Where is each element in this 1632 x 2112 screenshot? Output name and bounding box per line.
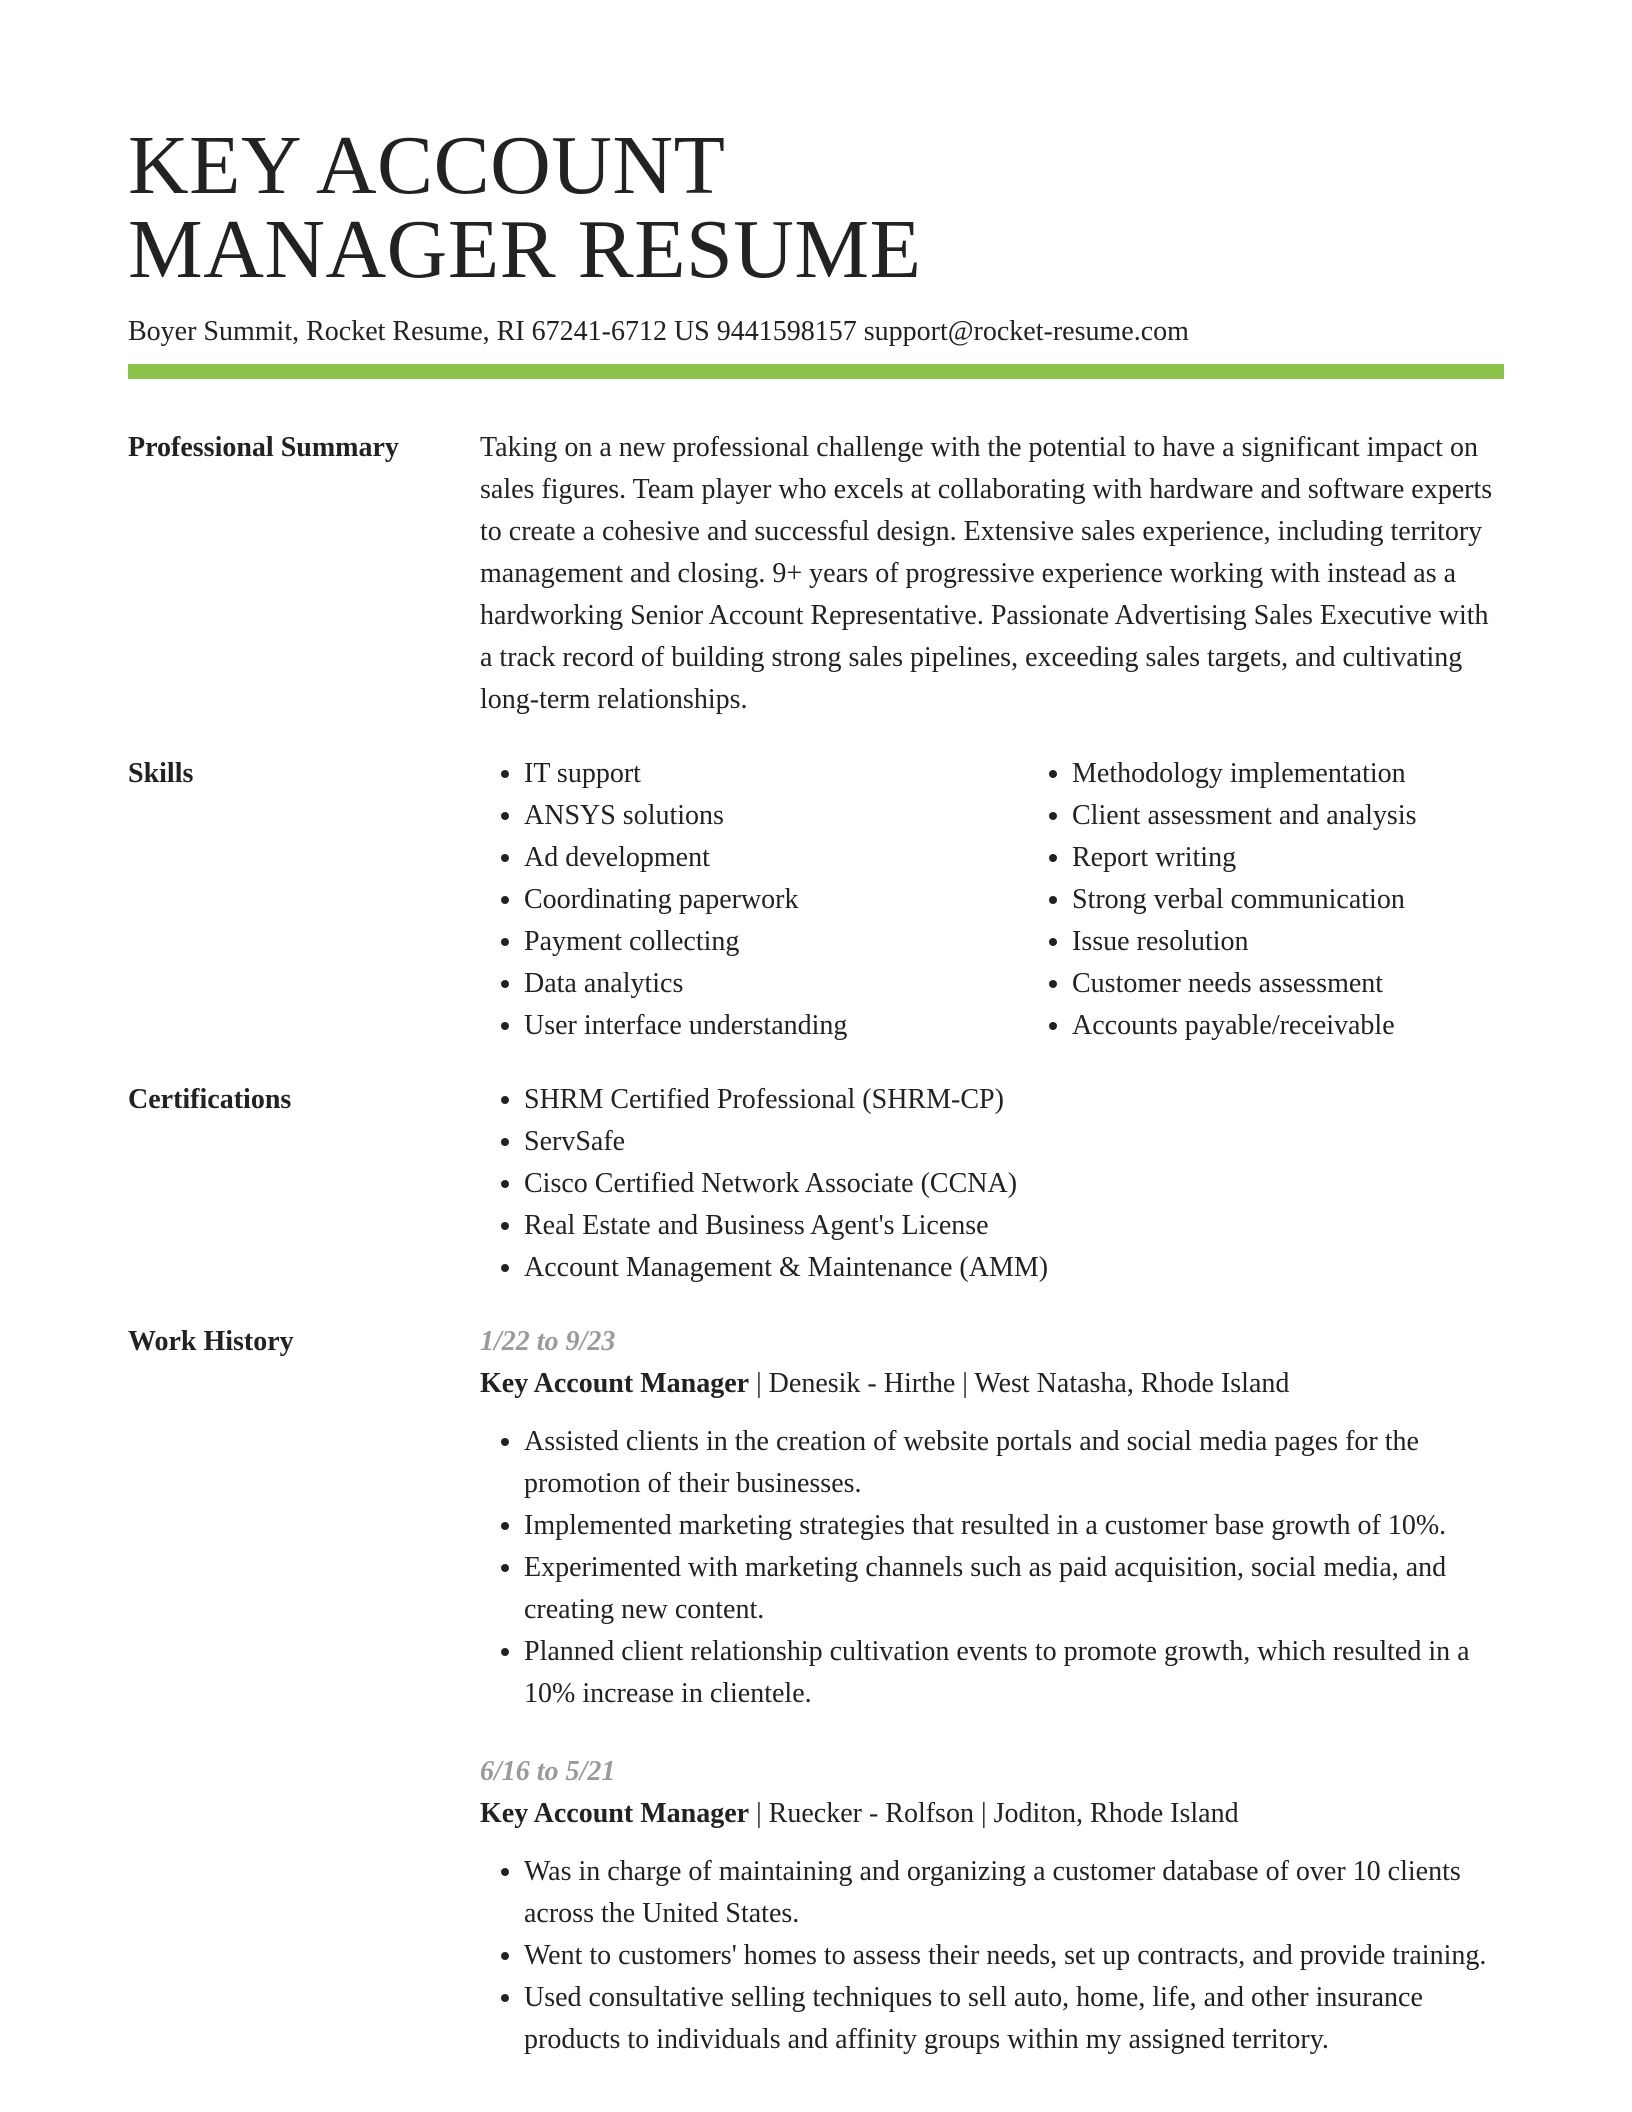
title-line-1: KEY ACCOUNT <box>128 119 726 212</box>
skill-item: • Methodology implementation <box>1072 753 1504 795</box>
job-dates: 1/22 to 9/23 <box>480 1326 616 1357</box>
separator <box>749 1368 769 1399</box>
job-company: Ruecker - Rolfson <box>768 1798 974 1829</box>
skill-item: • Accounts payable/receivable <box>1072 1005 1504 1047</box>
certifications-list <box>480 1079 1504 1289</box>
skill-item: • Issue resolution <box>1072 921 1504 963</box>
skill-item: • ANSYS solutions <box>524 795 1028 837</box>
job-location: West Natasha, Rhode Island <box>974 1368 1290 1399</box>
certification-item: • ServSafe <box>524 1121 1504 1163</box>
job-heading <box>480 1363 1504 1405</box>
certification-item: • Cisco Certified Network Associate (CCNA) <box>524 1163 1504 1205</box>
skill-item: • Client assessment and analysis <box>1072 795 1504 837</box>
skill-item: • Strong verbal communication <box>1072 879 1504 921</box>
certification-item: • SHRM Certified Professional (SHRM-CP) <box>524 1079 1504 1121</box>
skill-item: • Report writing <box>1072 837 1504 879</box>
summary-heading: Professional Summary <box>128 432 399 463</box>
job-entry <box>480 1751 1504 2061</box>
skill-item: • Data analytics <box>524 963 1028 1005</box>
title-line-2: MANAGER RESUME <box>128 203 922 296</box>
job-location: Joditon, Rhode Island <box>993 1798 1239 1829</box>
certification-item: • Real Estate and Business Agent's License <box>524 1205 1504 1247</box>
job-duties-list <box>480 1421 1504 1715</box>
skill-item: • Customer needs assessment <box>1072 963 1504 1005</box>
resume-title <box>128 119 1504 296</box>
skills-section <box>128 753 1504 1047</box>
skill-item: • Ad development <box>524 837 1028 879</box>
certification-item: • Account Management & Maintenance (AMM) <box>524 1247 1504 1289</box>
accent-divider <box>128 364 1504 379</box>
skills-list-right <box>1028 753 1504 1047</box>
skills-list-left <box>480 753 1028 1047</box>
skill-item: • IT support <box>524 753 1028 795</box>
job-duties-list <box>480 1851 1504 2061</box>
contact-line <box>128 314 1504 350</box>
skills-columns <box>480 753 1504 1047</box>
separator <box>955 1368 974 1399</box>
job-duty: • Experimented with marketing channels such as paid acquisition, social media, and creating new content. <box>524 1547 1504 1631</box>
job-dates: 6/16 to 5/21 <box>480 1756 616 1787</box>
job-duty: • Implemented marketing strategies that resulted in a customer base growth of 10%. <box>524 1505 1504 1547</box>
job-company: Denesik - Hirthe <box>768 1368 956 1399</box>
work-history-section <box>128 1321 1504 2097</box>
job-title: Key Account Manager <box>480 1798 750 1829</box>
skill-item: • Payment collecting <box>524 921 1028 963</box>
job-duty: • Used consultative selling techniques to sell auto, home, life, and other insurance products to individuals and affinity groups within my assigned territory. <box>524 1977 1504 2061</box>
job-duty: • Planned client relationship cultivation events to promote growth, which resulted in a 10% increase in clientele. <box>524 1631 1504 1715</box>
job-heading <box>480 1793 1504 1835</box>
certifications-body <box>480 1079 1504 1289</box>
contact-address: Boyer Summit, Rocket Resume, RI 67241-6712 US <box>128 316 710 347</box>
skill-item: • User interface understanding <box>524 1005 1028 1047</box>
certifications-heading: Certifications <box>128 1084 292 1115</box>
separator <box>974 1798 994 1829</box>
summary-text: Taking on a new professional challenge with the potential to have a significant impact on sales figures. Team player who excels at collaborating with hardware and software experts to create a cohesive and successful design. Extensive sales experience, including territory management and closing. 9+ years of progressive experience working with instead as a hardworking Senior Account Representative. Passionate Advertising Sales Executive with a track record of building strong sales pipelines, exceeding sales targets, and cultivating long-term relationships. <box>480 432 1493 715</box>
job-duty: • Went to customers' homes to assess their needs, set up contracts, and provide training. <box>524 1935 1504 1977</box>
summary-section <box>128 427 1504 721</box>
job-duty: • Assisted clients in the creation of website portals and social media pages for the promotion of their businesses. <box>524 1421 1504 1505</box>
certifications-section <box>128 1079 1504 1289</box>
job-title: Key Account Manager <box>480 1368 750 1399</box>
skills-heading: Skills <box>128 758 194 789</box>
contact-email[interactable]: support@rocket-resume.com <box>863 316 1189 347</box>
skill-item: • Coordinating paperwork <box>524 879 1028 921</box>
work-history-heading: Work History <box>128 1326 294 1357</box>
work-history-body <box>480 1321 1504 2097</box>
job-entry <box>480 1321 1504 1715</box>
contact-phone: 9441598157 <box>716 316 857 347</box>
job-duty: • Was in charge of maintaining and organizing a customer database of over 10 clients across the United States. <box>524 1851 1504 1935</box>
separator <box>749 1798 769 1829</box>
